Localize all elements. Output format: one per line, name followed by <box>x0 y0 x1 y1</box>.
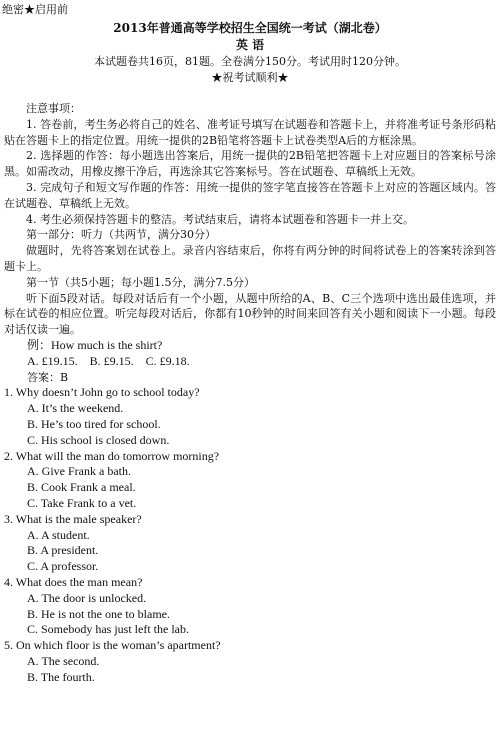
question-stem: 2. What will the man do tomorrow morning? <box>4 448 220 463</box>
secret-label: 绝密★启用前 <box>2 3 68 16</box>
answer-option: C. A professor. <box>27 559 99 574</box>
answer-option: C. His school is closed down. <box>27 432 170 447</box>
exam-title: 2013年普通高等学校招生全国统一考试（湖北卷） <box>113 21 387 35</box>
answer-option: A. The door is unlocked. <box>27 590 147 605</box>
question-stem: 1. Why doesn’t John go to school today? <box>4 385 200 400</box>
part1-heading: 第一部分：听力（共两节，满分30分） <box>26 228 216 242</box>
answer-option: A. A student. <box>27 527 90 542</box>
answer-option: B. Cook Frank a meal. <box>27 480 136 495</box>
example-answer: 答案：B <box>27 370 69 384</box>
subject-title: 英 语 <box>235 38 265 52</box>
example-options: A. £19.15. B. £9.15. C. £9.18. <box>27 353 190 368</box>
notice-item: 3. 完成句子和短文写作题的作答：用统一提供的签字笔直接答在答题卡上对应的答题区域内。答在试题卷、草稿纸上无效。 <box>4 180 496 210</box>
answer-option: B. He’s too tired for school. <box>27 416 161 431</box>
answer-option: B. The fourth. <box>27 669 95 684</box>
answer-option: B. A president. <box>27 543 99 558</box>
question-stem: 3. What is the male speaker? <box>4 511 142 526</box>
example-question: 例：How much is the shirt? <box>27 337 163 352</box>
exam-info: 本试题卷共16页，81题。全卷满分150分。考试用时120分钟。 <box>94 55 406 68</box>
part1-intro: 做题时，先将答案划在试卷上。录音内容结束后，你将有两分钟的时间将试卷上的答案转涂到答题卡上。 <box>4 244 496 273</box>
section1-intro: 听下面5段对话。每段对话后有一个小题，从题中所给的A、B、C三个选项中选出最佳选项，并标在试卷的相应位置。听完每段对话后，你都有10秒钟的时间来回答有关小题和阅读下一小题。每段对话仅读一遍。 <box>4 291 496 337</box>
question-stem: 4. What does the man mean? <box>4 574 143 589</box>
answer-option: C. Somebody has just left the lab. <box>27 622 189 637</box>
notice-item: 1. 答卷前，考生务必将自己的姓名、准考证号填写在试题卷和答题卡上，并将准考证号条形码粘贴在答题卡上的指定位置。用统一提供的2B铅笔将答题卡上试卷类型A后的方框涂黑。 <box>4 117 496 147</box>
answer-option: A. The second. <box>27 653 100 668</box>
answer-option: C. Take Frank to a vet. <box>27 495 137 510</box>
section1-heading: 第一节（共5小题；每小题1.5分，满分7.5分） <box>26 275 255 289</box>
answer-option: A. It’s the weekend. <box>27 401 124 416</box>
notice-item: 2. 选择题的作答：每小题选出答案后，用统一提供的2B铅笔把答题卡上对应题目的答案标号涂黑。如需改动，用橡皮擦干净后，再选涂其它答案标号。答在试题卷、草稿纸上无效。 <box>4 149 496 179</box>
answer-option: B. He is not the one to blame. <box>27 606 170 621</box>
question-stem: 5. On which floor is the woman’s apartment? <box>4 638 221 653</box>
good-luck-line: ★祝考试顺利★ <box>211 71 289 84</box>
notice-item: 4. 考生必须保持答题卡的整洁。考试结束后，请将本试题卷和答题卡一并上交。 <box>26 212 414 226</box>
notice-heading: 注意事项： <box>26 102 81 115</box>
answer-option: A. Give Frank a bath. <box>27 464 131 479</box>
exam-body <box>4 101 496 685</box>
